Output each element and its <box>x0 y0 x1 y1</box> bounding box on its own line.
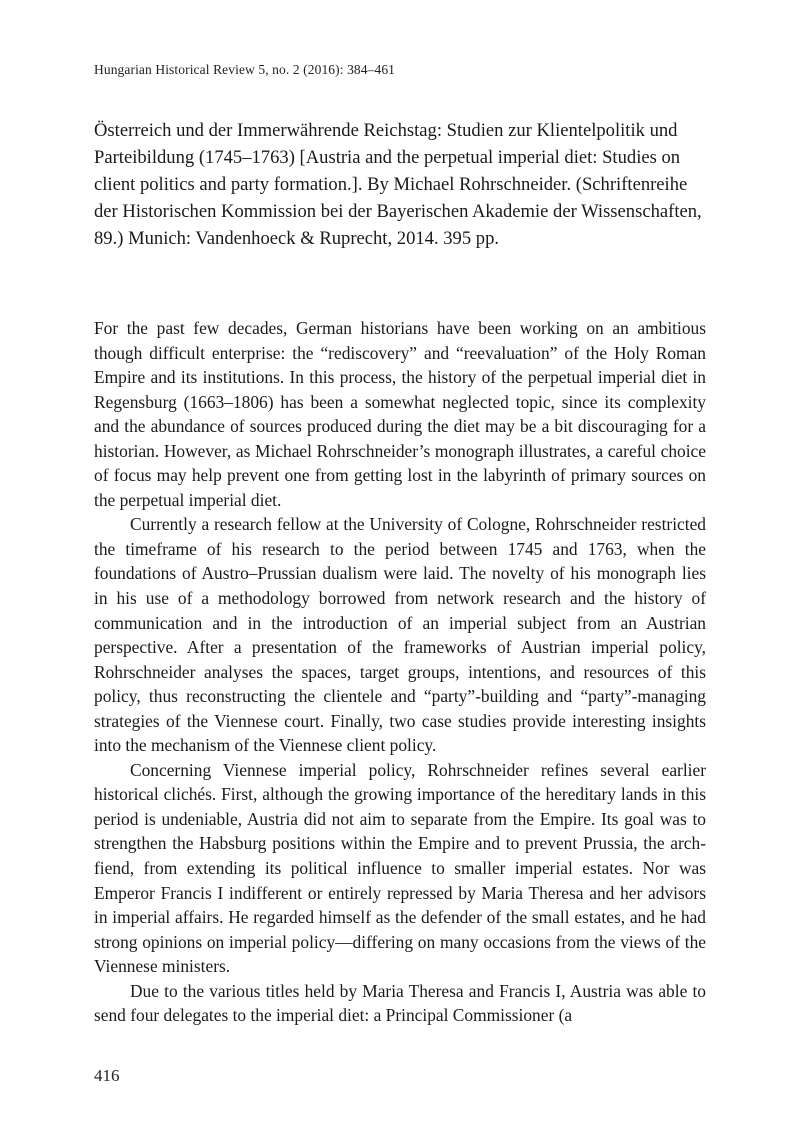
body-paragraph: Due to the various titles held by Maria Theresa and Francis I, Austria was able to send four delegates to the imperial diet: a Principal Commissioner (a <box>94 980 706 1026</box>
page-number: 416 <box>94 1066 120 1085</box>
review-title: Österreich und der Immerwährende Reichstag: Studien zur Klientelpolitik und Parteibildung (1745–1763) [Austria and the perpetual imperial diet: Studies on client politics and party formation.]. By Michael Rohrschneider. (Schriftenreihe der Historischen Kommission bei der Bayerischen Akademie der Wissenschaften, 89.) Munich: Vandenhoeck & Ruprecht, 2014. 395 pp. <box>94 120 702 249</box>
body-paragraph: For the past few decades, German historians have been working on an ambitious though difficult enterprise: the “rediscovery” and “reevaluation” of the Holy Roman Empire and its institutions. In this process, the history of the perpetual imperial diet in Regensburg (1663–1806) has been a somewhat neglected topic, since its complexity and the abundance of sources produced during the diet may be a bit discouraging for a historian. However, as Michael Rohrschneider’s monograph illustrates, a careful choice of focus may help prevent one from getting lost in the labyrinth of primary sources on the perpetual imperial diet. <box>94 318 706 510</box>
running-header: Hungarian Historical Review 5, no. 2 (2016): 384–461 <box>94 62 396 77</box>
body-paragraph: Currently a research fellow at the University of Cologne, Rohrschneider restricted the timeframe of his research to the period between 1745 and 1763, when the foundations of Austro–Prussian dualism were laid. The novelty of his monograph lies in his use of a methodology borrowed from network research and the history of communication and in the introduction of an imperial subject from an Austrian perspective. After a presentation of the frameworks of Austrian imperial policy, Rohrschneider analyses the spaces, target groups, intentions, and resources of this policy, thus reconstructing the clientele and “party”-building and “party”-managing strategies of the Viennese court. Finally, two case studies provide interesting insights into the mechanism of the Viennese client policy. <box>94 514 706 756</box>
body-text <box>94 316 706 1028</box>
body-paragraph: Concerning Viennese imperial policy, Rohrschneider refines several earlier historical clichés. First, although the growing importance of the hereditary lands in this period is undeniable, Austria did not aim to separate from the Empire. Its goal was to strengthen the Habsburg positions within the Empire and to prevent Prussia, the arch-fiend, from extending its political influence to smaller imperial estates. Nor was Emperor Francis I indifferent or entirely repressed by Maria Theresa and her advisors in imperial affairs. He regarded himself as the defender of the small estates, and he had strong opinions on imperial policy—differing on many occasions from the views of the Viennese ministers. <box>94 759 706 977</box>
